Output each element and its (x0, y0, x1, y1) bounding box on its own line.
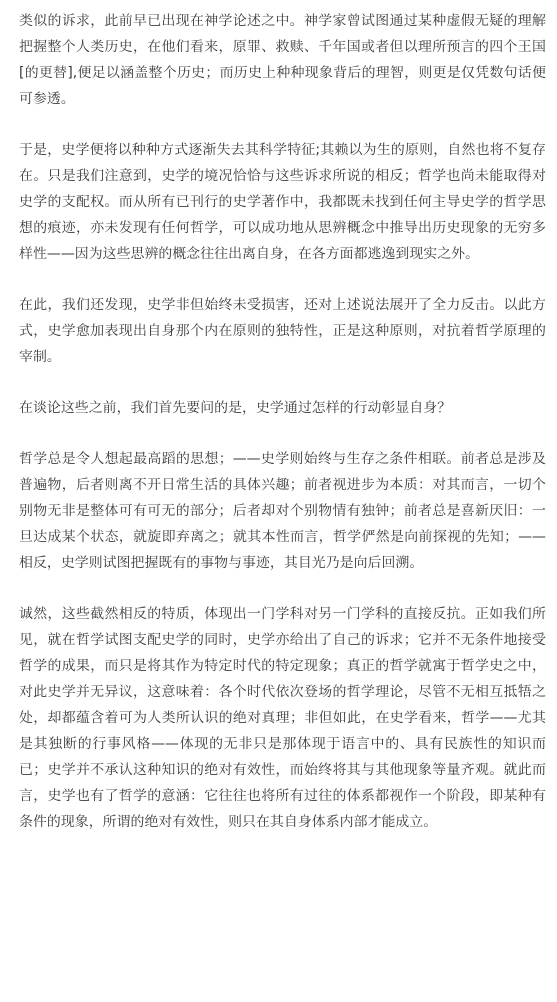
paragraph-3: 在此，我们还发现，史学非但始终未受损害，还对上述说法展开了全力反击。以此方式，史学愈加表现出自身那个内在原则的独特性，正是这种原则，对抗着哲学原理的宰制。 (19, 297, 546, 365)
paragraph-spacer (19, 112, 546, 137)
article-body (19, 0, 546, 835)
paragraph-4: 在谈论这些之前，我们首先要问的是，史学通过怎样的行动彰显自身？ (19, 400, 452, 416)
paragraph-1: 类似的诉求，此前早已出现在神学论述之中。神学家曾试图通过某种虚假无疑的理解把握整个人类历史，在他们看来，原罪、救赎、千年国或者但以理所预言的四个王国[的更替],便足以涵盖整个历史；而历史上种种现象背后的理智，则更是仅凭数句话便可参透。 (19, 13, 546, 107)
paragraph-5: 哲学总是令人想起最高蹈的思想；——史学则始终与生存之条件相联。前者总是涉及普遍物，后者则离不开日常生活的具体兴趣；前者视进步为本质：对其而言，一切个别物无非是整体可有可无的部分；后者却对个别物情有独钟；前者总是喜新厌旧：一旦达成某个状态，就旋即弃离之；就其本性而言，哲学俨然是向前探视的先知；——相反，史学则试图把握既有的事物与事迹，其目光乃是向后回溯。 (19, 451, 546, 571)
paragraph-2: 于是，史学便将以种种方式逐渐失去其科学特征;其赖以为生的原则，自然也将不复存在。只是我们注意到，史学的境况恰恰与这些诉求所说的相反；哲学也尚未能取得对史学的支配权。而从所有已刊行的史学著作中，我都既未找到任何主导史学的哲学思想的痕迹，亦未发现有任何哲学，可以成功地从思辨概念中推导出历史现象的无穷多样性——因为这些思辨的概念往往出离自身，在各方面都逃逸到现实之外。 (19, 142, 546, 262)
paragraph-6: 诚然，这些截然相反的特质，体现出一门学科对另一门学科的直接反抗。正如我们所见，就在哲学试图支配史学的同时，史学亦给出了自己的诉求；它并不无条件地接受哲学的成果，而只是将其作为特定时代的特定现象；真正的哲学就寓于哲学史之中，对此史学并无异议，这意味着：各个时代依次登场的哲学理论，尽管不无相互抵牾之处，却都蕴含着可为人类所认识的绝对真理；非但如此，在史学看来，哲学——尤其是其独断的行事风格——体现的无非只是那体现于语言中的、具有民族性的知识而已；史学并不承认这种知识的绝对有效性，而始终将其与其他现象等量齐观。就此而言，史学也有了哲学的意涵：它往往也将所有过往的体系都视作一个阶段，即某种有条件的现象，所谓的绝对有效性，则只在其自身体系内部才能成立。 (19, 606, 546, 830)
paragraph-spacer (19, 267, 546, 292)
paragraph-spacer (19, 576, 546, 601)
paragraph-spacer (19, 421, 546, 446)
paragraph-spacer (19, 370, 546, 395)
